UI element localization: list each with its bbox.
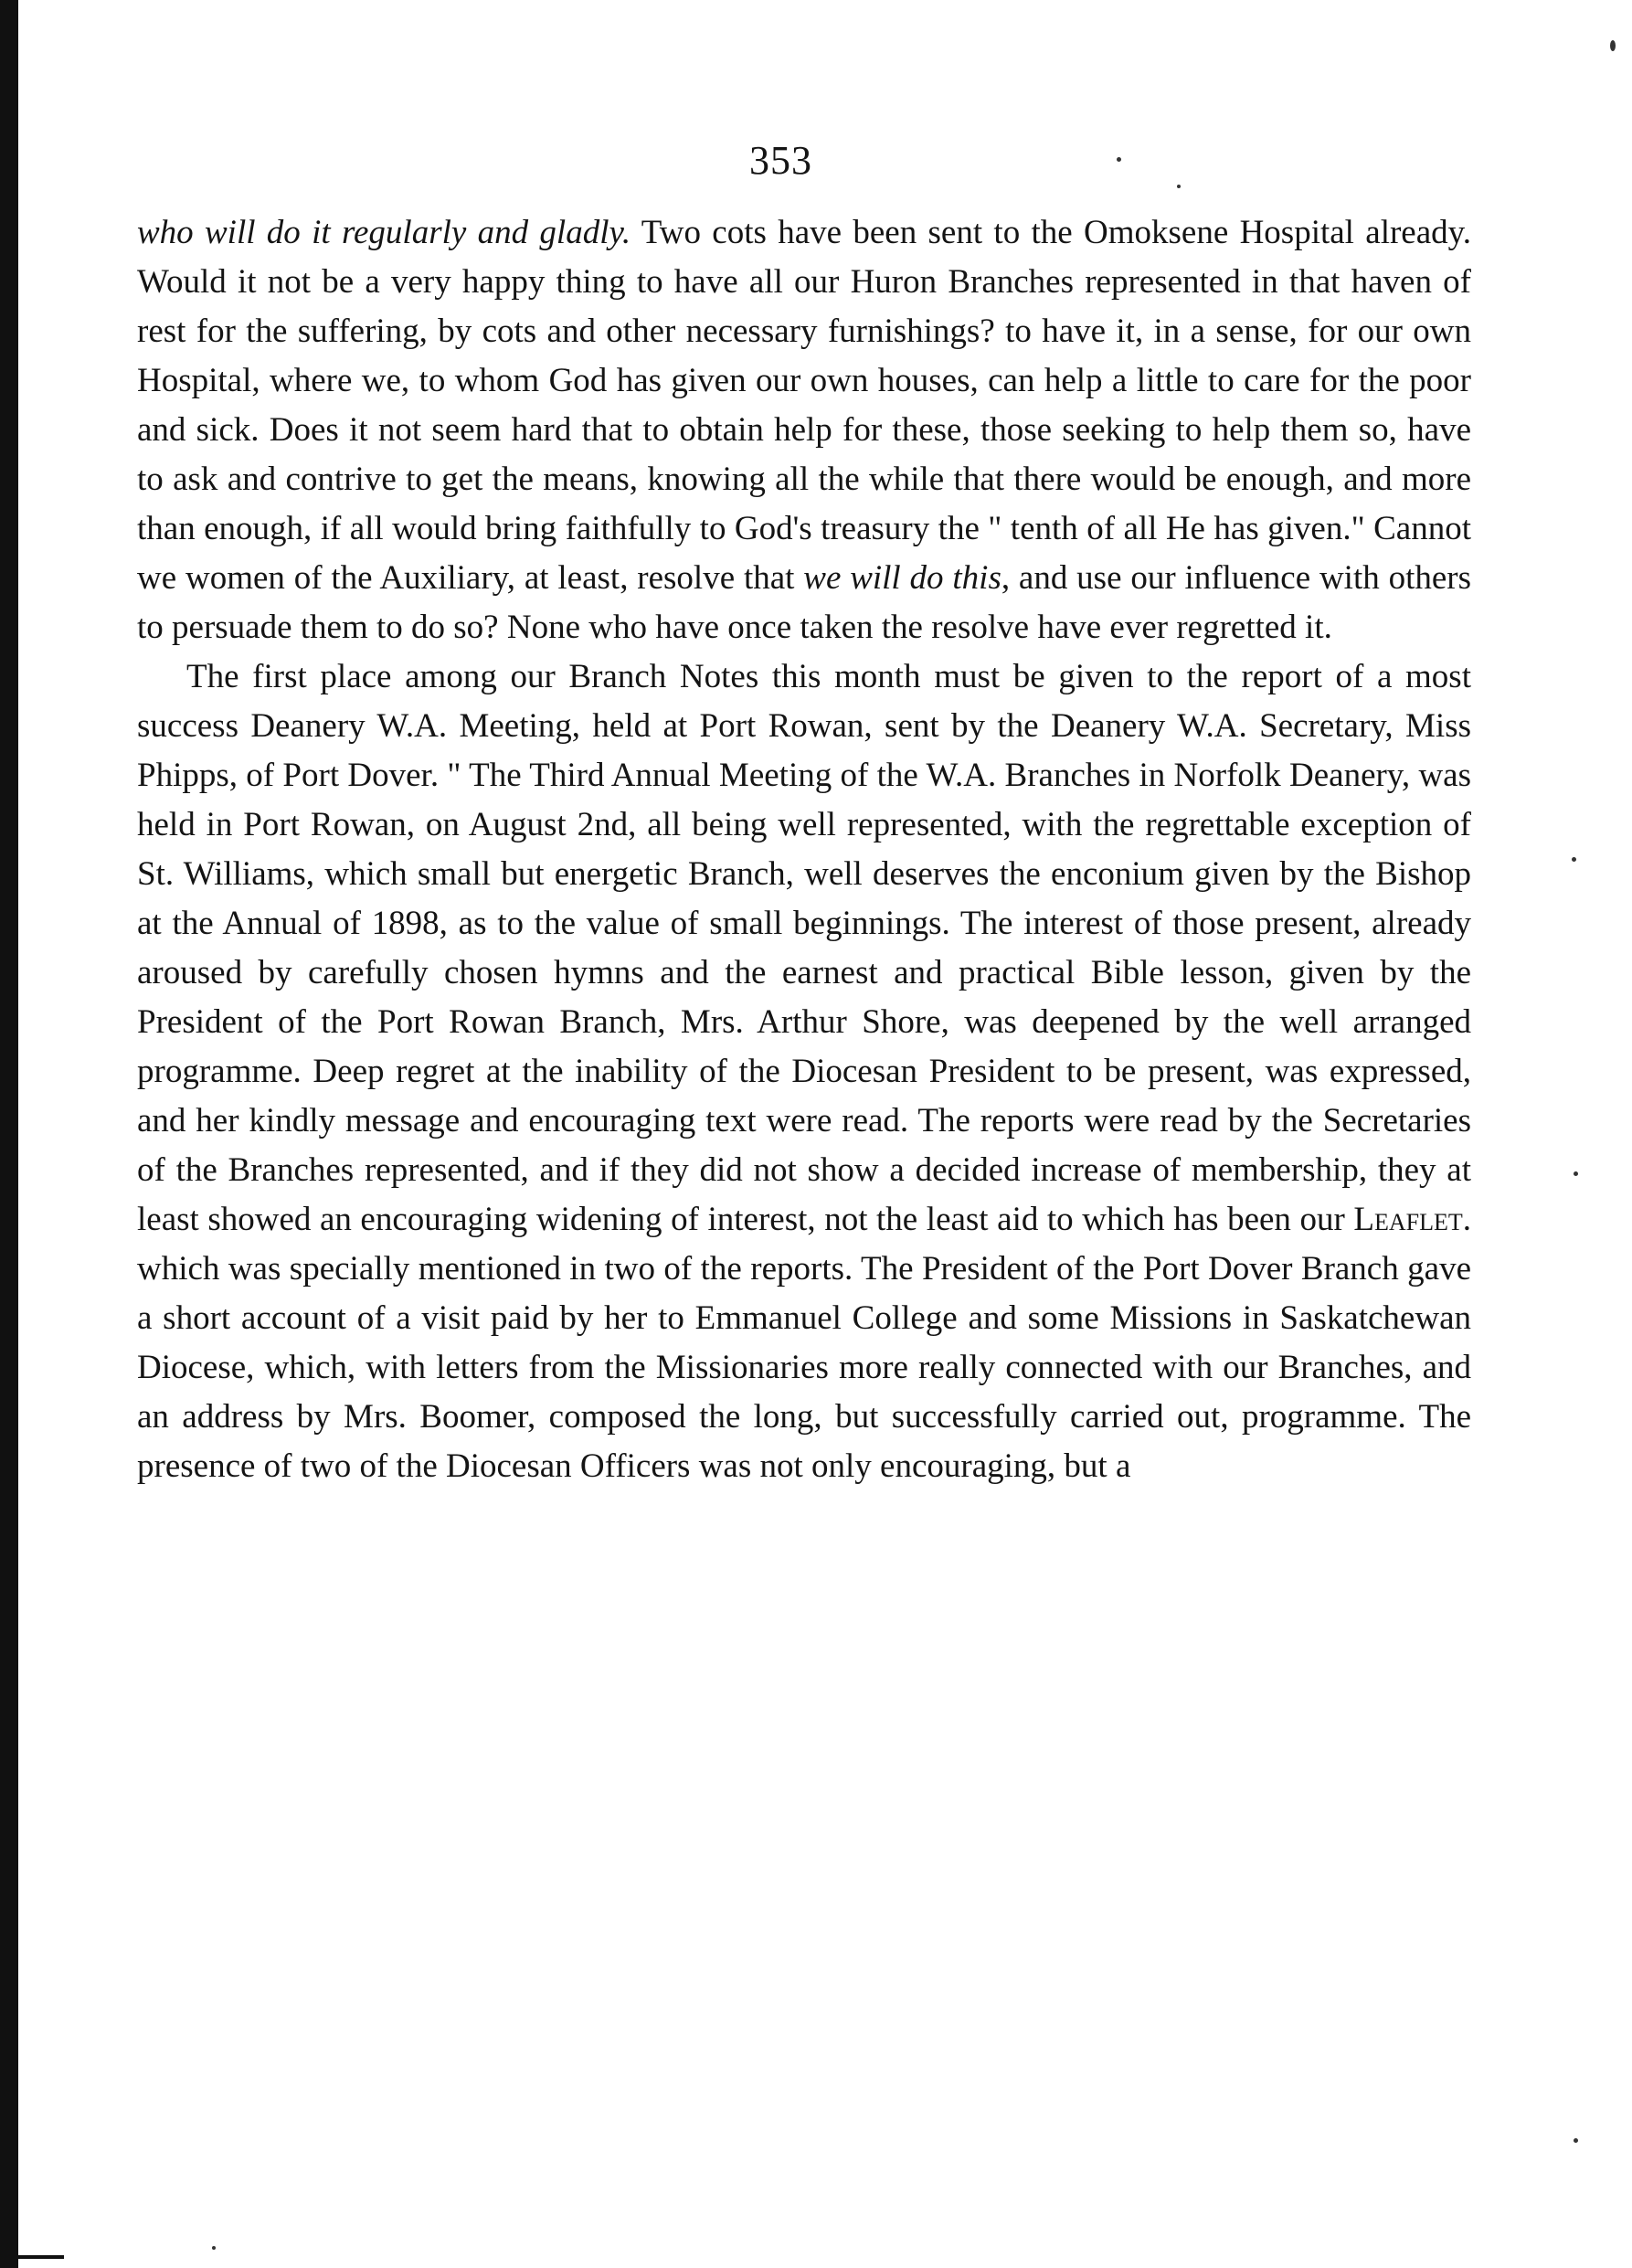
scan-speck: [1574, 1171, 1578, 1176]
paragraph-text: which was specially mentioned in two of the reports. The President of the Port Dover Branch gave a short account of a visit paid by her to Emmanuel College and some Missions in Saskatchewan Diocese, which, with letters from the Missionaries more really connected with our Branches, and an address by Mrs. Boomer, composed the long, but successfully carried out, programme. The presence of two of the Diocesan Officers was not only encouraging, but a: [137, 1250, 1471, 1485]
scan-speck: [1610, 40, 1616, 51]
scan-speck: [1117, 157, 1121, 162]
scan-speck: [1177, 185, 1181, 188]
paragraph-text: Two cots have been sent to the Omoksene Hospital already. Would it not be a very happy thing to have all our Huron Branches represented in that haven of rest for the suffering, by cots and other necessary furnishings? to have it, in a sense, for our own Hospital, where we, to whom God has given our own houses, can help a little to care for the poor and sick. Does it not seem hard that to obtain help for these, those seeking to help them so, have to ask and contrive to get the means, knowing all the while that there would be enough, and more than enough, if all would bring faithfully to God's treasury the " tenth of all He has given." Cannot we women of the Auxiliary, at least, resolve that: [137, 214, 1471, 597]
italic-lead: who will do it regularly and gladly.: [137, 214, 631, 251]
paragraph-text: , and use our influence with others to persuade them to do so? None who have once taken the resolve have ever regretted it.: [137, 559, 1471, 646]
leaflet-word: Leaflet.: [1353, 1201, 1471, 1238]
scan-speck: [1572, 857, 1576, 862]
paragraph-branch-notes: [137, 652, 1471, 1491]
paragraph-text: The first place among our Branch Notes this month must be given to the report of a most success Deanery W.A. Meeting, held at Port Rowan, sent by the Deanery W.A. Secretary, Miss Phipps, of Port Dover. " The Third Annual Meeting of the W.A. Branches in Norfolk Deanery, was held in Port Rowan, on August 2nd, all being well represented, with the regrettable exception of St. Williams, which small but energetic Branch, well deserves the enconium given by the Bishop at the Annual of 1898, as to the value of small beginnings. The interest of those present, already aroused by carefully chosen hymns and the earnest and practical Bible lesson, given by the President of the Port Rowan Branch, Mrs. Arthur Shore, was deepened by the well arranged programme. Deep regret at the inability of the Diocesan President to be present, was expressed, and her kindly message and encouraging text were read. The reports were read by the Secretaries of the Branches represented, and if they did not show a decided increase of membership, they at least showed an encouraging widening of interest, not the least aid to which has been our: [137, 658, 1471, 1238]
italic-emphasis: we will do this: [803, 559, 1001, 597]
body-text: [137, 208, 1471, 1491]
page-number: 353: [749, 138, 812, 183]
scan-speck: [212, 2246, 216, 2250]
scan-speck: [1574, 2138, 1578, 2143]
binding-edge: [0, 0, 18, 2268]
corner-rule: [0, 2255, 64, 2259]
paragraph-cots-appeal: [137, 208, 1471, 652]
